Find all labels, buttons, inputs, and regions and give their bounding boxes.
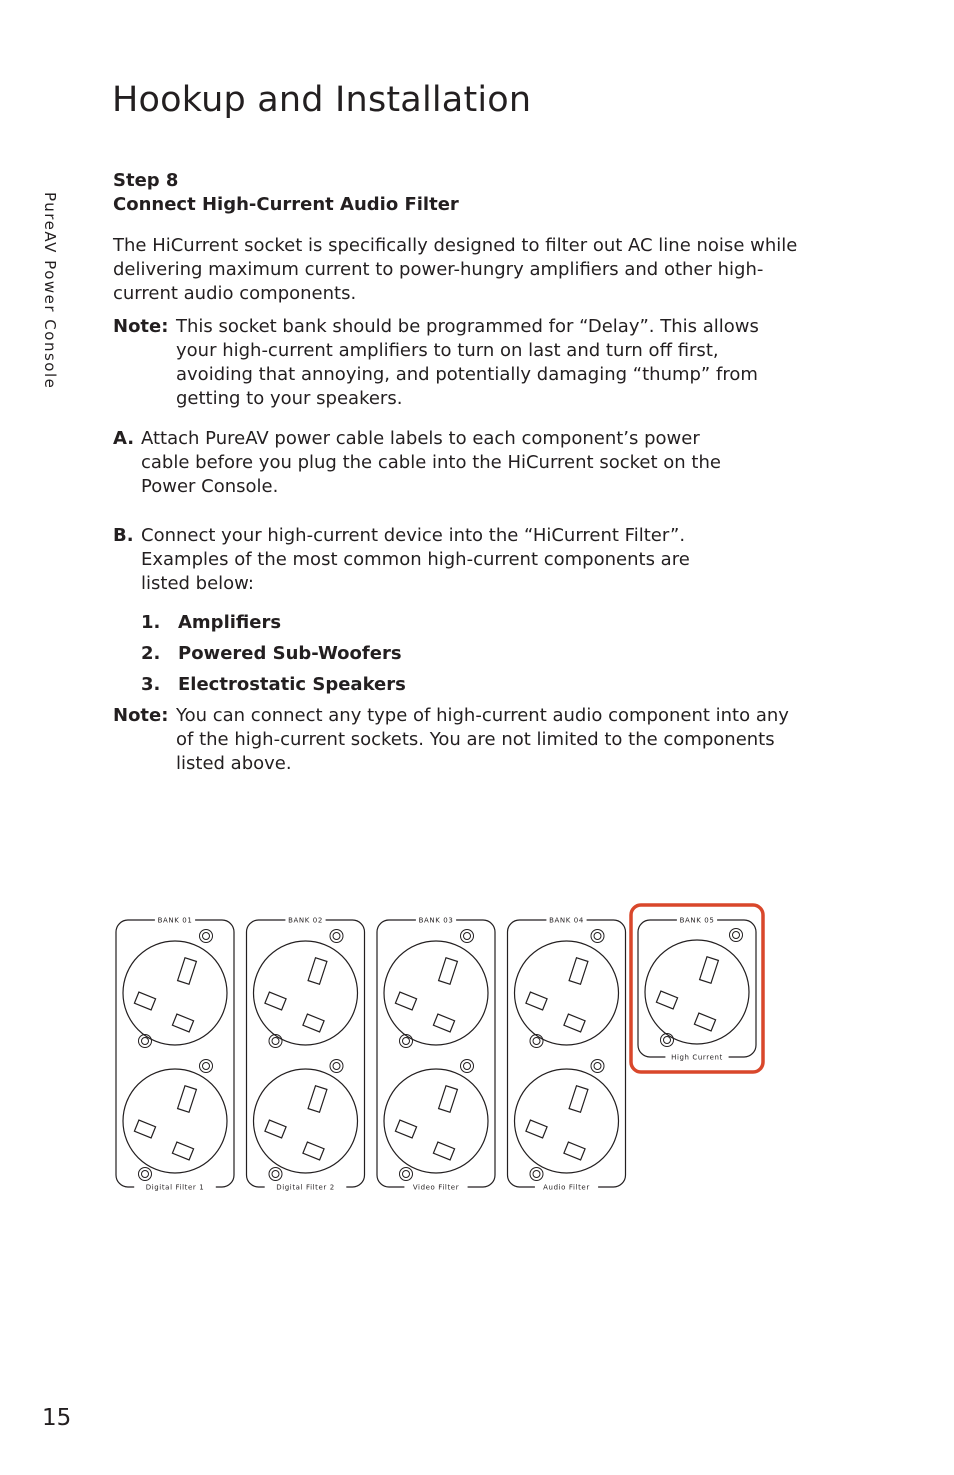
note-text: You can connect any type of high-current audio component into any of the high-current sockets. You are not limited to the components listed above. [176, 705, 789, 774]
instruction-a [113, 427, 741, 499]
bank-top-label: BANK 05 [679, 916, 715, 925]
socket-bank [116, 914, 234, 1192]
socket-bank-diagram [110, 900, 770, 1200]
bank-bottom-label: Video Filter [412, 1183, 460, 1192]
instruction-b-text: Connect your high-current device into the “HiCurrent Filter”. Examples of the most common high-current components are listed below: [141, 525, 690, 594]
side-label: PureAV Power Console [41, 192, 59, 390]
bank-bottom-label: Audio Filter [543, 1183, 590, 1192]
bank-top-label: BANK 01 [157, 916, 193, 925]
instruction-b [113, 524, 741, 596]
bank-top-label: BANK 04 [549, 916, 584, 925]
bank-top-label: BANK 03 [418, 916, 454, 925]
page-title: Hookup and Installation [112, 80, 532, 120]
note-delay [113, 315, 796, 411]
step-label: Step 8 [113, 170, 179, 191]
instruction-a-label: A. [113, 428, 135, 449]
note-label: Note: [113, 705, 169, 726]
bank-bottom-label: Digital Filter 1 [145, 1183, 205, 1192]
intro-paragraph: The HiCurrent socket is specifically designed to filter out AC line noise while delivering maximum current to power-hungry amplifiers and other high-current audio components. [113, 235, 798, 304]
socket-bank [508, 914, 626, 1192]
note-label: Note: [113, 316, 169, 337]
bank-top-label: BANK 02 [288, 916, 323, 925]
instruction-b-label: B. [113, 525, 134, 546]
socket-bank [631, 905, 763, 1072]
step-title: Connect High-Current Audio Filter [113, 194, 459, 215]
component-list [113, 611, 813, 697]
instruction-a-text: Attach PureAV power cable labels to each component’s power cable before you plug the cable into the HiCurrent socket on the Power Console. [141, 428, 721, 497]
list-item: 1. Amplifiers [141, 612, 282, 633]
socket-bank [247, 914, 365, 1192]
bank-bottom-label: Digital Filter 2 [276, 1183, 335, 1192]
main-content [113, 169, 813, 776]
page-number: 15 [42, 1405, 72, 1431]
list-item: 2. Powered Sub-Woofers [141, 643, 402, 664]
note-components [113, 704, 796, 776]
socket-bank [377, 914, 495, 1192]
bank-bottom-label: High Current [671, 1053, 723, 1062]
note-text: This socket bank should be programmed for “Delay”. This allows your high-current amplifiers to turn on last and turn off first, avoiding that annoying, and potentially damaging “thump” from getting to your speakers. [176, 316, 759, 409]
list-item: 3. Electrostatic Speakers [141, 674, 406, 695]
